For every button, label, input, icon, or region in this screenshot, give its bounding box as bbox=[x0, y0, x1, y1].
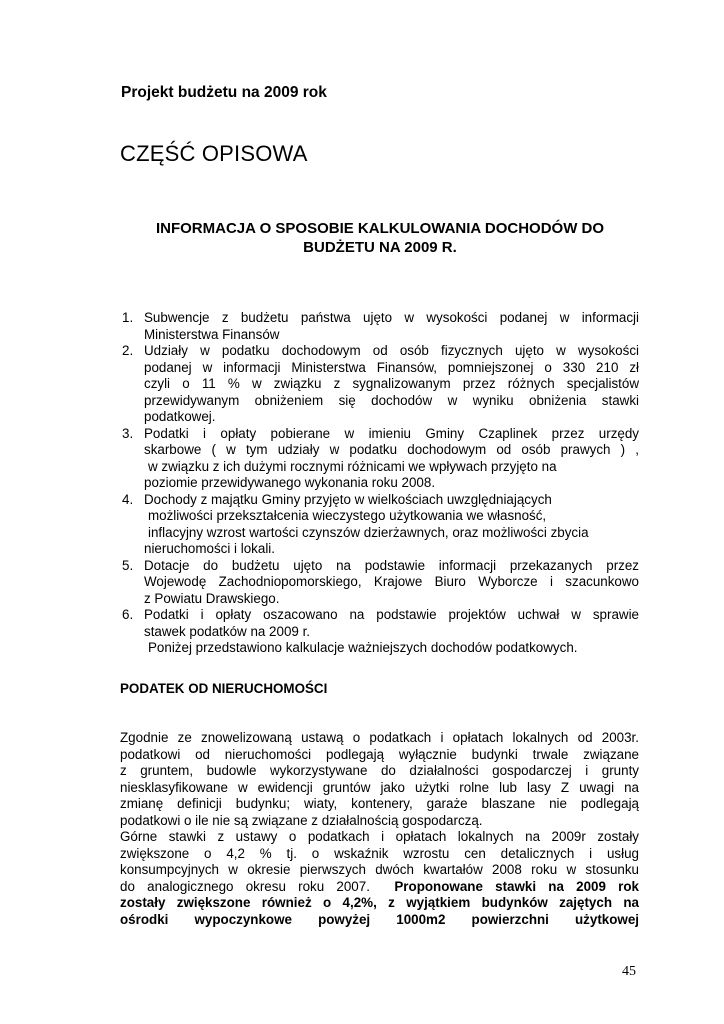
paragraph-line: konsumpcyjnych w okresie pierwszych dwóch kwartałów 2008 roku w stosunku bbox=[120, 862, 639, 877]
list-item bbox=[120, 492, 639, 558]
list-item bbox=[120, 310, 639, 343]
info-heading-line-1: INFORMACJA O SPOSOBIE KALKULOWANIA DOCHODÓW DO bbox=[155, 220, 605, 237]
list-item-line: podanej w informacji Ministerstwa Finansów, pomniejszonej o 330 210 zł bbox=[144, 359, 639, 375]
list-item-line: inflacyjny wzrost wartości czynszów dzierżawnych, oraz możliwości zbycia bbox=[148, 524, 589, 540]
list-item-number: 5. bbox=[122, 557, 134, 573]
list-item bbox=[120, 558, 639, 608]
paragraph-line: podatkowi o ile nie są związane z działalnością gospodarczą. bbox=[120, 812, 483, 828]
list-item-line: czyli o 11 % w związku z sygnalizowanym przez różnych specjalistów bbox=[144, 376, 639, 391]
paragraph-line-mixed bbox=[120, 879, 639, 896]
bold-text: ośrodki wypoczynkowe powyżej 1000m2 powierzchni użytkowej bbox=[120, 911, 639, 927]
list-item-line: w związku z ich dużymi rocznymi różnicami we wpływach przyjęto na bbox=[148, 458, 557, 474]
list-item-line: Udziały w podatku dochodowym od osób fizycznych ujęto w wysokości bbox=[144, 343, 639, 358]
list-item-line: Ministerstwa Finansów bbox=[144, 326, 280, 342]
paragraph-line: z gruntem, budowle wykorzystywane do działalności gospodarczej i grunty bbox=[120, 763, 639, 778]
list-item-line: podatkowej. bbox=[144, 409, 216, 424]
list-item-note: Poniżej przedstawiono kalkulacje ważniejszych dochodów podatkowych. bbox=[148, 640, 578, 655]
paragraph-bold-line bbox=[120, 912, 639, 929]
income-items-list bbox=[120, 310, 639, 657]
list-item-line: przewidywanym obniżeniem się dochodów w wyniku obniżenia stawki bbox=[144, 392, 639, 408]
list-item bbox=[120, 607, 639, 657]
paragraph-line: Zgodnie ze znowelizowaną ustawą o podatkach i opłatach lokalnych od 2003r. bbox=[120, 730, 639, 745]
list-item-line: skarbowe ( w tym udziały w podatku dochodowym od osób prawych ) , bbox=[144, 442, 639, 457]
paragraph-line: zmianę definicji budynku; wiaty, kontenery, garaże blaszane nie podlegają bbox=[120, 796, 639, 811]
section-title: CZĘŚĆ OPISOWA bbox=[120, 141, 308, 166]
list-item-line: Dochody z majątku Gminy przyjęto w wielkościach uwzględniających bbox=[144, 491, 552, 507]
list-item-number: 1. bbox=[122, 310, 134, 325]
bold-text: zostały zwiększone również o 4,2%, z wyjątkiem budynków zajętych na bbox=[120, 895, 639, 910]
paragraph-line: niesklasyfikowane w ewidencji gruntów jako użytki rolne lub lasy Z uwagi na bbox=[120, 779, 639, 795]
list-item-line: Dotacje do budżetu ujęto na podstawie informacji przekazanych przez bbox=[144, 557, 639, 573]
property-tax-heading: PODATEK OD NIERUCHOMOŚCI bbox=[120, 681, 328, 696]
paragraph-line: podatkowi od nieruchomości podlegają wyłącznie budynki trwale związane bbox=[120, 746, 639, 762]
info-heading bbox=[120, 219, 640, 257]
list-item-number: 4. bbox=[122, 491, 134, 507]
list-item-number: 6. bbox=[122, 607, 134, 622]
list-item bbox=[120, 426, 639, 492]
list-item-line: Podatki i opłaty pobierane w imieniu Gminy Czaplinek przez urzędy bbox=[144, 425, 639, 441]
list-item-line: stawek podatków na 2009 r. bbox=[144, 623, 311, 639]
list-item-line: nieruchomości i lokali. bbox=[144, 541, 275, 556]
info-heading-line-2: BUDŻETU NA 2009 R. bbox=[303, 239, 457, 256]
page-number: 45 bbox=[622, 964, 636, 979]
list-item bbox=[120, 343, 639, 426]
document-title: Projekt budżetu na 2009 rok bbox=[121, 84, 327, 101]
list-item-line: Podatki i opłaty oszacowano na podstawie projektów uchwał w sprawie bbox=[144, 607, 639, 622]
list-item-line: Subwencje z budżetu państwa ujęto w wysokości podanej w informacji bbox=[144, 310, 639, 325]
list-item-number: 3. bbox=[122, 425, 134, 441]
list-item-line: możliwości przekształcenia wieczystego użytkowania we własność, bbox=[148, 508, 547, 523]
paragraph-line: zwiększone o 4,2 % tj. o wskaźnik wzrostu cen detalicznych i usług bbox=[120, 845, 639, 861]
list-item-line: z Powiatu Drawskiego. bbox=[144, 590, 280, 606]
paragraph-line: Górne stawki z ustawy o podatkach i opłatach lokalnych na 2009r zostały bbox=[120, 829, 639, 844]
paragraph-bold-line bbox=[120, 895, 639, 912]
list-item-line: Wojewodę Zachodniopomorskiego, Krajowe Biuro Wyborcze i szacunkowo bbox=[144, 574, 639, 589]
paragraph-line-bold-part: Proponowane stawki na 2009 rok bbox=[394, 878, 639, 894]
property-tax-paragraph bbox=[120, 730, 639, 928]
list-item-line: poziomie przewidywanego wykonania roku 2008. bbox=[144, 475, 436, 490]
paragraph-line-normal-part: do analogicznego okresu roku 2007. bbox=[120, 878, 395, 894]
list-item-number: 2. bbox=[122, 343, 134, 358]
